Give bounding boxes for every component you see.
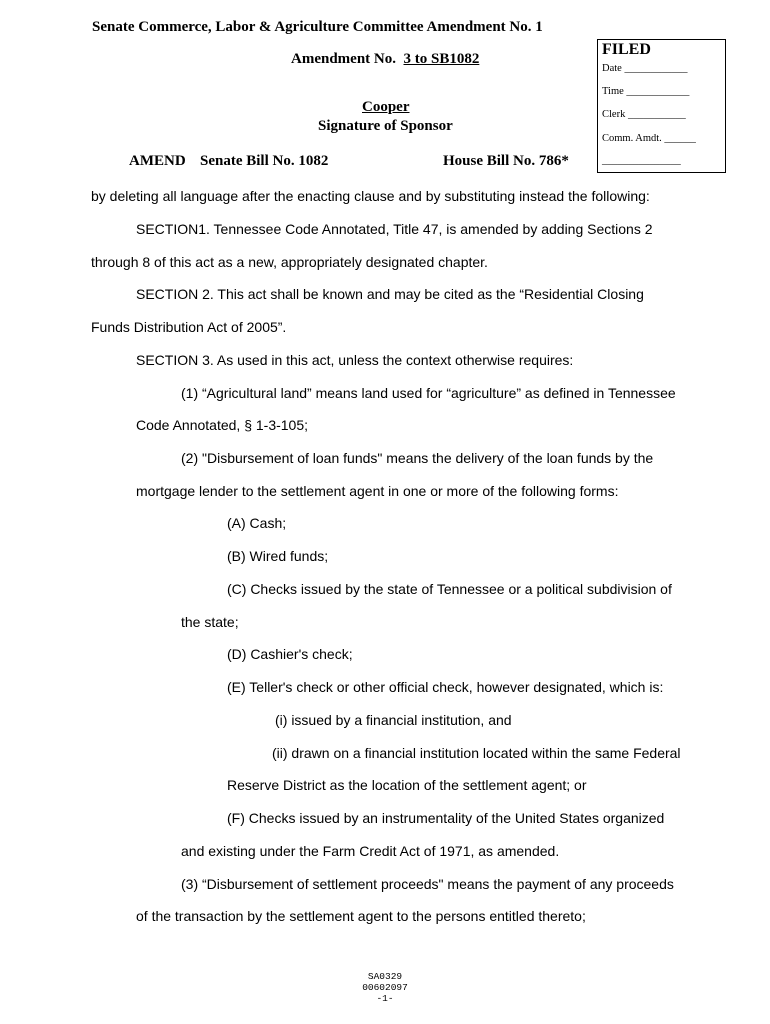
filed-title: FILED (602, 41, 651, 58)
body-line: (A) Cash; (227, 515, 287, 531)
body-line: (E) Teller's check or other official check, however designated, which is: (227, 679, 664, 695)
body-line: (C) Checks issued by the state of Tennessee or a political subdivision of (227, 581, 672, 597)
body-line: Reserve District as the location of the settlement agent; or (227, 777, 587, 793)
body-line: Code Annotated, § 1-3-105; (136, 417, 309, 433)
body-line: through 8 of this act as a new, appropriately designated chapter. (91, 254, 488, 270)
senate-bill-number: Senate Bill No. 1082 (200, 153, 329, 169)
amendment-value: 3 to SB1082 (403, 51, 480, 67)
body-line: (1) “Agricultural land” means land used for “agriculture” as defined in Tennessee (181, 385, 676, 401)
body-line: the state; (181, 614, 239, 630)
sponsor-caption: Signature of Sponsor (318, 118, 453, 134)
body-line: (2) "Disbursement of loan funds" means the delivery of the loan funds by the (181, 450, 654, 466)
house-bill-number: House Bill No. 786* (443, 153, 569, 169)
body-line: SECTION1. Tennessee Code Annotated, Title 47, is amended by adding Sections 2 (136, 221, 653, 237)
body-line: (ii) drawn on a financial institution located within the same Federal (272, 745, 681, 761)
sponsor-name: Cooper (362, 99, 410, 115)
body-line: Funds Distribution Act of 2005”. (91, 319, 287, 335)
filed-date-field: Date ____________ (602, 63, 688, 74)
filed-time-field: Time ____________ (602, 86, 690, 97)
filed-clerk-field: Clerk ___________ (602, 109, 686, 120)
filed-stamp-box (597, 39, 726, 173)
body-line: SECTION 2. This act shall be known and may be cited as the “Residential Closing (136, 286, 644, 302)
filed-blank-field: _______________ (602, 155, 681, 166)
body-line: of the transaction by the settlement agent to the persons entitled thereto; (136, 908, 586, 924)
amendment-number (291, 51, 479, 68)
body-line: (D) Cashier's check; (227, 646, 353, 662)
amendment-label: Amendment No. (291, 51, 396, 67)
body-line: mortgage lender to the settlement agent in one or more of the following forms: (136, 483, 619, 499)
committee-title: Senate Commerce, Labor & Agriculture Committee Amendment No. 1 (92, 19, 543, 35)
body-line: SECTION 3. As used in this act, unless the context otherwise requires: (136, 352, 574, 368)
body-line: (i) issued by a financial institution, and (275, 712, 512, 728)
footer-code-1: SA0329 (367, 971, 403, 982)
amend-label: AMEND (129, 153, 186, 169)
footer-code-2: 00602097 (362, 982, 408, 993)
body-line: (3) “Disbursement of settlement proceeds" means the payment of any proceeds (181, 876, 674, 892)
filed-comm-amdt-field: Comm. Amdt. ______ (602, 133, 696, 144)
body-line: (F) Checks issued by an instrumentality of the United States organized (227, 810, 665, 826)
body-line: (B) Wired funds; (227, 548, 329, 564)
body-line: by deleting all language after the enacting clause and by substituting instead the following: (91, 188, 650, 204)
page-number: -1- (376, 993, 394, 1004)
body-line: and existing under the Farm Credit Act of 1971, as amended. (181, 843, 560, 859)
